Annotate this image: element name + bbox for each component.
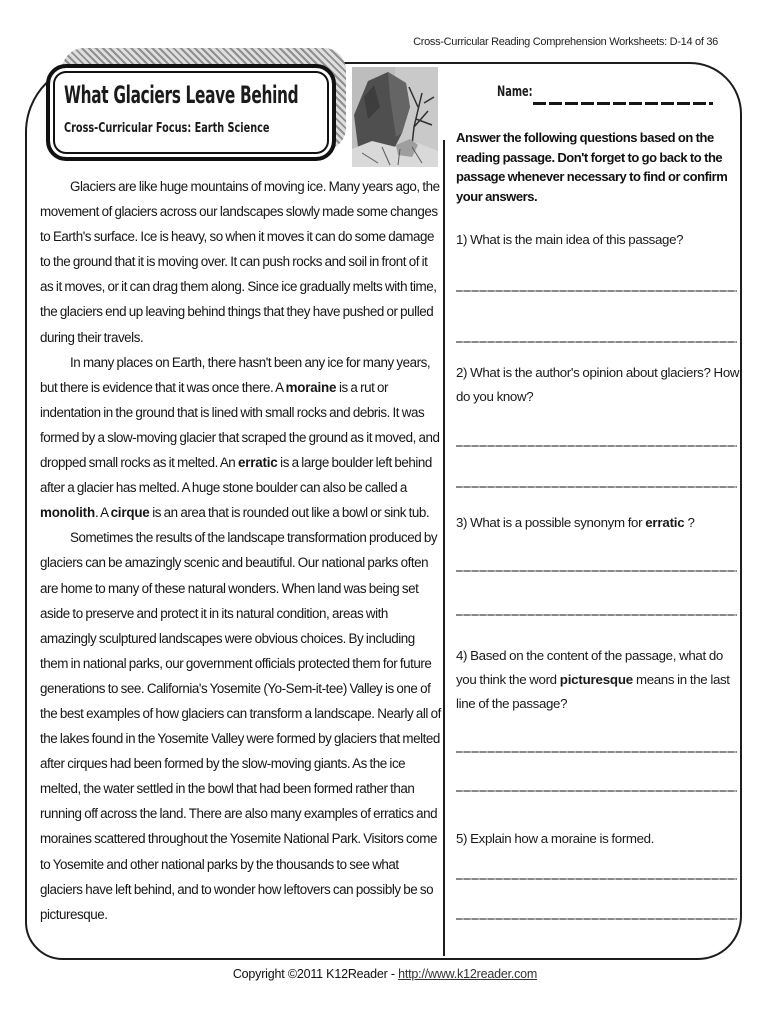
question-2-answer-line-1[interactable] <box>456 445 737 447</box>
question-5-answer-line-1[interactable] <box>456 878 737 880</box>
question-4: 4) Based on the content of the passage, what do you think the word picturesque means in the last line of the passage? <box>456 648 730 711</box>
passage-paragraph-3: Sometimes the results of the landscape transformation produced by glaciers can be amazingly scenic and beautiful. Our national parks often are home to many of these natural wonders. When land was being set aside to preserve and protect it in its natural condition, areas with amazingly sculptured landscapes were obvious choices. By including them in national parks, our government officials protected them for future generations to see. California's Yosemite (Yo-Sem-it-tee) Valley is one of the best examples of how glaciers can transform a landscape. Nearly all of the lakes found in the Yosemite Valley were formed by glaciers that melted after cirques had been formed by the slow-moving giants. As the ice melted, the water settled in the bowl that had been formed rather than running off across the land. There are also many examples of erratics and moraines scattered throughout the Yosemite National Park. Visitors come to Yosemite and other national parks by the thousands to see what glaciers have left behind, and to wonder how leftovers can possibly be so picturesque. <box>40 530 441 922</box>
question-1-answer-line-2[interactable] <box>456 341 737 343</box>
series-header: Cross-Curricular Reading Comprehension Worksheets: D-14 of 36 <box>413 36 718 48</box>
question-4-answer-line-1[interactable] <box>456 751 737 753</box>
title-box <box>46 64 336 161</box>
footer <box>0 967 770 981</box>
question-3-answer-line-1[interactable] <box>456 570 737 572</box>
column-divider <box>443 140 445 956</box>
title-box-inner <box>50 68 332 136</box>
passage-paragraph-2: In many places on Earth, there hasn't been any ice for many years, but there is evidence that it was once there. A moraine is a rut or indentation in the ground that is lined with small rocks and debris. It was formed by a slow-moving glacier that scraped the ground as it moved, and dropped small rocks as it melted. An erratic is a large boulder left behind after a glacier has melted. A huge stone boulder can also be called a monolith. A cirque is an area that is rounded out like a bowl or sink tub. <box>40 354 440 521</box>
question-4-answer-line-2[interactable] <box>456 790 737 792</box>
name-input-line[interactable] <box>533 102 713 105</box>
footer-link[interactable]: http://www.k12reader.com <box>398 967 538 981</box>
question-1-answer-line-1[interactable] <box>456 290 737 292</box>
question-3-answer-line-2[interactable] <box>456 614 737 616</box>
page-title: What Glaciers Leave Behind <box>64 81 299 109</box>
reading-passage <box>40 174 442 927</box>
question-3: 3) What is a possible synonym for erratic ? <box>456 515 695 530</box>
boulder-photo <box>352 67 438 167</box>
question-2: 2) What is the author's opinion about glaciers? How do you know? <box>456 365 740 404</box>
question-2-answer-line-2[interactable] <box>456 486 737 488</box>
name-label: Name: <box>497 84 533 100</box>
questions-instructions: Answer the following questions based on the reading passage. Don't forget to go back to the passage whenever necessary to find or confirm your answers. <box>456 130 728 204</box>
question-5: 5) Explain how a moraine is formed. <box>456 831 655 846</box>
question-1: 1) What is the main idea of this passage? <box>456 232 684 247</box>
question-5-answer-line-2[interactable] <box>456 918 737 920</box>
copyright-text: Copyright ©2011 K12Reader - <box>232 967 399 981</box>
passage-paragraph-1: Glaciers are like huge mountains of moving ice. Many years ago, the movement of glaciers across our landscapes slowly made some changes to Earth's surface. Ice is heavy, so when it moves it can do some damage to the ground that it is moving over. It can push rocks and soil in front of it as it moves, or it can drag them along. Since ice gradually melts with time, the glaciers end up leaving behind things that they have pushed or pulled during their travels. <box>40 179 440 345</box>
page-subtitle: Cross-Curricular Focus: Earth Science <box>64 120 270 136</box>
